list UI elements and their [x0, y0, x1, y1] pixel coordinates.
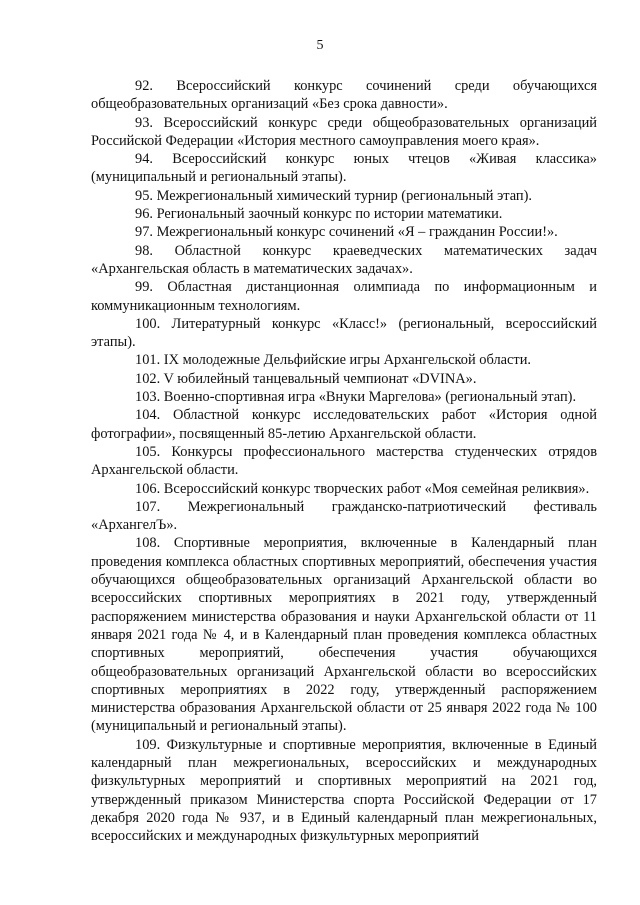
list-item-104: 104. Областной конкурс исследовательских работ «История одной фотографии», посвященный 85-летию Архангельской области. — [91, 407, 597, 442]
list-item-96: 96. Региональный заочный конкурс по истории математики. — [135, 206, 503, 223]
list-item-100: 100. Литературный конкурс «Класс!» (региональный, всероссийский этапы). — [91, 315, 597, 351]
item-list — [91, 77, 597, 845]
list-item-109: 109. Физкультурные и спортивные мероприятия, включенные в Единый календарный план межрегиональных, всероссийских и международных физкультурных мероприятий и спортивных мероприятий на 2021 год, утвержденный приказом Министерства спорта Российской Федерации от 17 декабря 2020 года № 937, и в Единый календарный план межрегиональных, всероссийских и международных физкультурных мероприятий — [91, 736, 597, 845]
list-item-103: 103. Военно-спортивная игра «Внуки Маргелова» (региональный этап). — [135, 389, 577, 406]
list-item-93: 93. Всероссийский конкурс среди общеобразовательных организаций Российской Федерации «История местного самоуправления моего края». — [91, 114, 597, 149]
list-item-107: 107. Межрегиональный гражданско-патриотический фестиваль «АрхангелЪ». — [91, 498, 597, 534]
list-item-108: 108. Спортивные мероприятия, включенные в Календарный план проведения комплекса областных спортивных мероприятий, обеспечения участия обучающихся общеобразовательных организаций Архангельской области во всероссийских спортивных мероприятиях в 2021 году, утвержденный распоряжением министерства образования и науки Архангельской области от 11 января 2021 года № 4, и в Календарный план проведения комплекса областных спортивных мероприятий, обеспечения участия обучающихся общеобразовательных организаций Архангельской области во всероссийских спортивных мероприятиях в 2022 году, утвержденный распоряжением министерства образования Архангельской области от 25 января 2022 года № 100 (муниципальный и региональный этапы). — [91, 535, 597, 735]
list-item-95: 95. Межрегиональный химический турнир (региональный этап). — [135, 187, 533, 204]
list-item-99: 99. Областная дистанционная олимпиада по информационным и коммуникационным технологиям. — [91, 279, 597, 314]
page-number: 5 — [316, 38, 324, 53]
list-item-102: 102. V юбилейный танцевальный чемпионат «DVINA». — [135, 370, 477, 387]
list-item-101: 101. IX молодежные Дельфийские игры Архангельской области. — [135, 352, 531, 369]
list-item-97: 97. Межрегиональный конкурс сочинений «Я – гражданин России!». — [135, 224, 558, 241]
list-item-106: 106. Всероссийский конкурс творческих работ «Моя семейная реликвия». — [135, 480, 590, 497]
list-item-92: 92. Всероссийский конкурс сочинений среди обучающихся общеобразовательных организаций «Без срока давности». — [91, 78, 597, 113]
list-item-94: 94. Всероссийский конкурс юных чтецов «Живая классика» (муниципальный и региональный этапы). — [91, 151, 597, 186]
list-item-105: 105. Конкурсы профессионального мастерства студенческих отрядов Архангельской области. — [91, 443, 597, 479]
list-item-98: 98. Областной конкурс краеведческих математических задач «Архангельская область в математических задачах». — [91, 242, 597, 277]
